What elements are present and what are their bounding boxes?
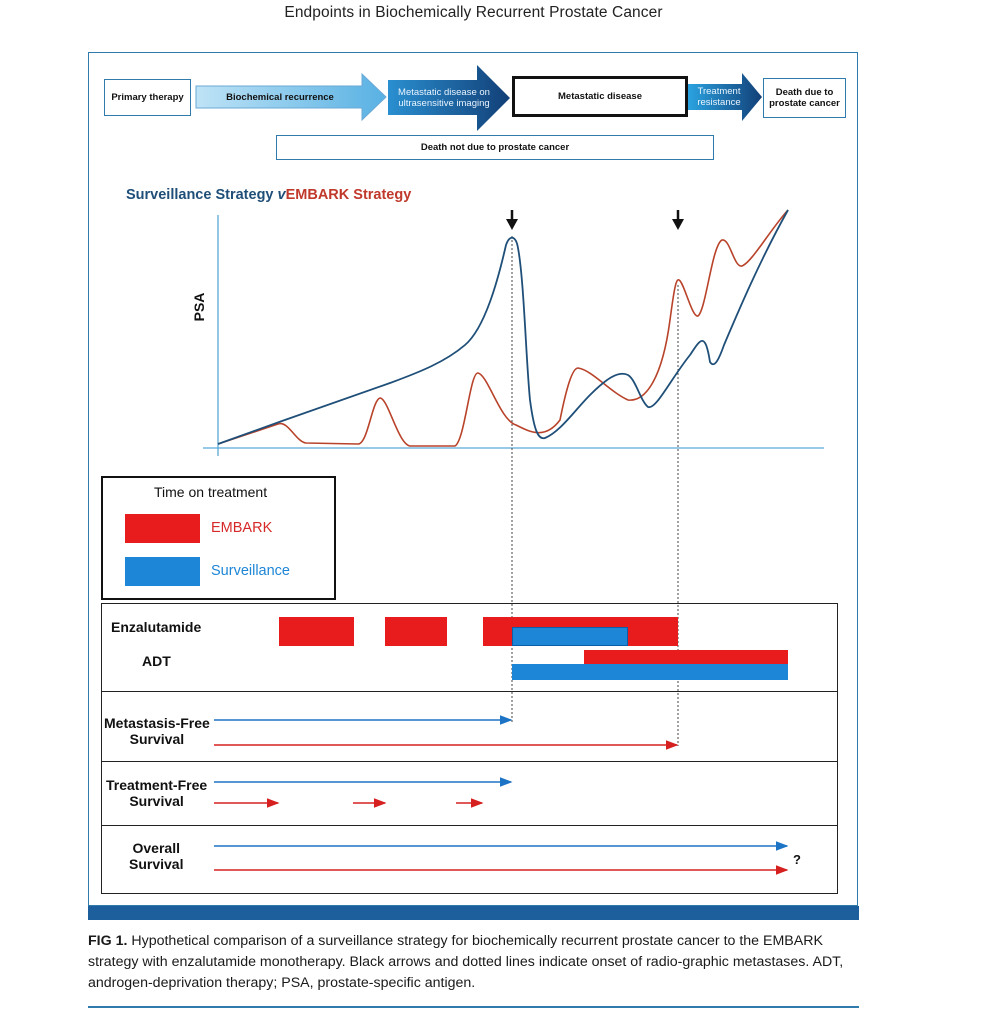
y-axis-label: PSA <box>191 292 207 322</box>
stage-death-prostate-cancer: Death due to prostate cancer <box>763 78 846 118</box>
stage-primary-therapy: Primary therapy <box>104 79 191 116</box>
stage-metastatic-disease: Metastatic disease <box>512 76 688 117</box>
legend-surveillance-label: Surveillance <box>211 563 290 579</box>
stage-death-other-causes: Death not due to prostate cancer <box>276 135 714 160</box>
caption-rule <box>88 1006 859 1008</box>
surveillance-title: Surveillance Strategy <box>126 187 274 203</box>
stage-treatment-resistance: Treatment resistance <box>697 86 741 108</box>
mfs-label: Metastasis-Free Survival <box>104 715 210 747</box>
adt-label: ADT <box>142 653 171 669</box>
embark-title: EMBARK Strategy <box>285 187 412 203</box>
enzalutamide-label: Enzalutamide <box>111 619 202 635</box>
legend-title: Time on treatment <box>154 484 268 500</box>
caption-label: FIG 1. <box>88 933 128 949</box>
versus-text: v <box>277 187 286 203</box>
stage-metastatic-imaging: Metastatic disease on ultrasensitive imaging <box>398 87 490 109</box>
caption-text: Hypothetical comparison of a surveillance strategy for biochemically recurrent prostate cancer to the EMBARK strategy with enzalutamide monotherapy. Black arrows and dotted lines indicate onset of radio-graphic metastases. ADT, androgen-deprivation therapy; PSA, prostate-specific antigen. <box>88 933 844 991</box>
legend-embark-label: EMBARK <box>211 520 273 536</box>
stage-biochemical-recurrence: Biochemical recurrence <box>226 91 334 103</box>
os-unknown-mark: ? <box>793 852 801 867</box>
os-label: Overall Survival <box>129 840 184 872</box>
tfs-label: Treatment-Free Survival <box>106 777 208 809</box>
figure-bottom-bar <box>88 906 859 920</box>
running-header: Endpoints in Biochemically Recurrent Prostate Cancer <box>284 4 663 21</box>
figure-caption <box>88 931 863 994</box>
